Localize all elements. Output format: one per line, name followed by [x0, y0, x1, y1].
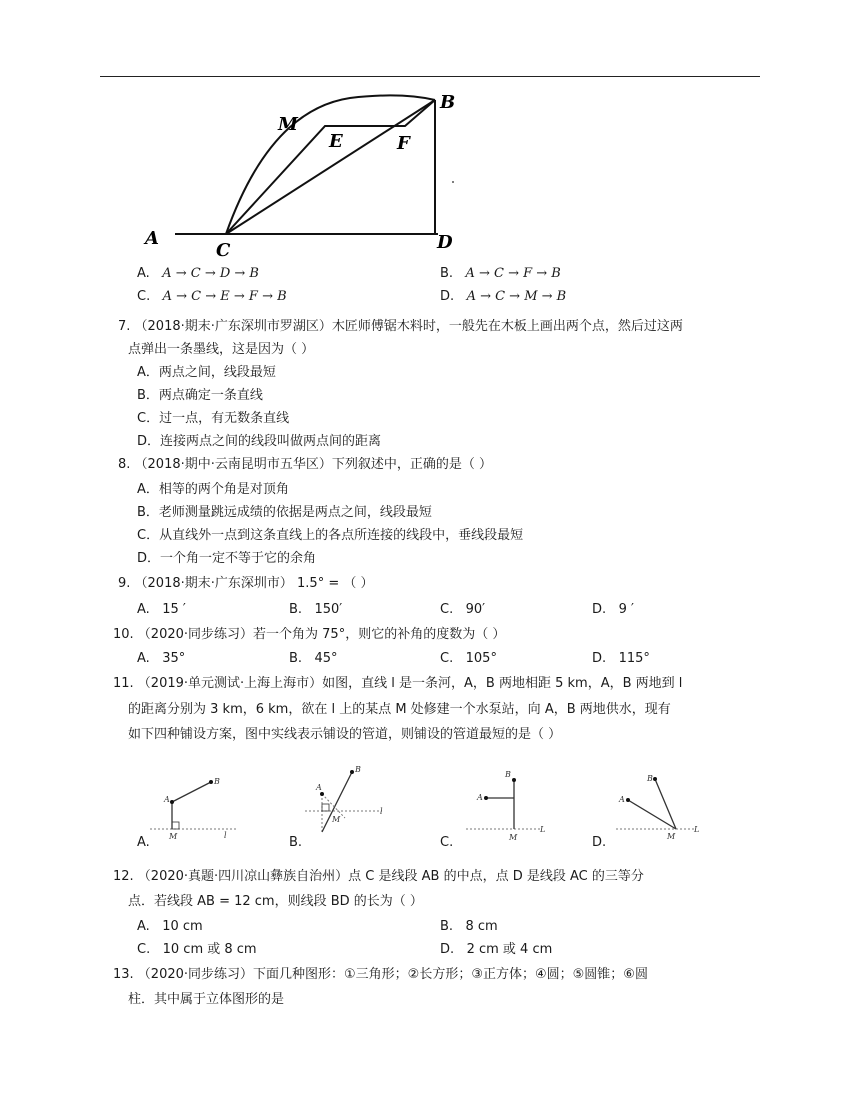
q10-option-b: B. 45°	[289, 651, 338, 666]
q7-option-c: C．过一点，有无数条直线	[137, 411, 290, 426]
q6-option-d: D. A → C → M → B	[440, 289, 567, 304]
q6-option-b: B. A → C → F → B	[440, 266, 561, 281]
q11-figure-c	[466, 770, 545, 842]
q11-stem-line1: 11. （2019·单元测试·上海上海市）如图，直线 l 是一条河，A，B 两地相距 5 km，A，B 两地到 l	[113, 676, 683, 691]
q11-d-label-b: B	[647, 774, 653, 783]
q11-b-label-a: A	[316, 783, 322, 792]
q8-option-c: C．从直线外一点到这条直线上的各点所连接的线段中，垂线段最短	[137, 528, 524, 543]
q11-figure-b	[305, 765, 383, 834]
q8-option-d: D．一个角一定不等于它的余角	[137, 551, 317, 566]
q6-option-a: A. A → C → D → B	[137, 266, 259, 281]
q9-option-b: B. 150′	[289, 602, 343, 617]
q11-b-label-m: M	[332, 815, 341, 824]
q10-option-d: D. 115°	[592, 651, 650, 666]
label-b: B	[440, 92, 456, 113]
label-m: M	[278, 114, 298, 135]
q7-option-d: D．连接两点之间的线段叫做两点间的距离	[137, 434, 382, 449]
q11-option-b: B.	[289, 835, 303, 850]
q11-a-label-a: A	[164, 795, 170, 804]
q7-stem-line2: 点弹出一条墨线，这是因为（ ）	[128, 342, 315, 357]
q6-option-c: C. A → C → E → F → B	[137, 289, 287, 304]
q12-option-a: A. 10 cm	[137, 919, 203, 934]
q8-stem: 8. （2018·期中·云南昆明市五华区）下列叙述中，正确的是（ ）	[118, 457, 493, 472]
q9-option-d: D. 9 ′	[592, 602, 634, 617]
q11-a-label-l: l	[224, 831, 227, 840]
q11-option-d: D.	[592, 835, 607, 850]
label-f: F	[397, 133, 410, 154]
q11-d-label-a: A	[619, 795, 625, 804]
q8-option-b: B．老师测量跳远成绩的依据是两点之间，线段最短	[137, 505, 432, 520]
q11-c-label-m: M	[509, 833, 518, 842]
q12-stem-line2: 点．若线段 AB = 12 cm，则线段 BD 的长为（ ）	[128, 894, 423, 909]
q11-b-label-l: l	[380, 807, 383, 816]
q7-option-a: A．两点之间，线段最短	[137, 365, 276, 380]
q11-d-label-m: M	[667, 832, 676, 841]
q10-option-c: C. 105°	[440, 651, 497, 666]
route-figure	[0, 0, 860, 270]
q13-stem-line1: 13. （2020·同步练习）下面几种图形：①三角形；②长方形；③正方体；④圆；⑤圆锥；⑥圆	[113, 967, 648, 982]
q11-figure-a	[150, 777, 238, 841]
q11-option-c: C.	[440, 835, 454, 850]
q11-d-label-l: L	[694, 825, 700, 834]
label-a: A	[145, 228, 159, 249]
q8-option-a: A．相等的两个角是对顶角	[137, 482, 289, 497]
q13-stem-line2: 柱．其中属于立体图形的是	[128, 992, 285, 1007]
q10-stem: 10. （2020·同步练习）若一个角为 75°，则它的补角的度数为（ ）	[113, 627, 506, 642]
q11-a-label-m: M	[169, 832, 178, 841]
q12-option-d: D. 2 cm 或 4 cm	[440, 942, 553, 957]
label-e: E	[329, 131, 343, 152]
q11-a-label-b: B	[214, 777, 220, 786]
q11-figure-d	[616, 774, 699, 841]
q11-c-label-l: L	[540, 825, 546, 834]
q7-stem-line1: 7. （2018·期末·广东深圳市罗湖区）木匠师傅锯木料时，一般先在木板上画出两个点，然后过这两	[118, 319, 683, 334]
q11-figures	[0, 760, 860, 860]
q11-b-label-b: B	[355, 765, 361, 774]
q9-option-a: A. 15 ′	[137, 602, 186, 617]
q11-stem-line2: 的距离分别为 3 km，6 km，欲在 l 上的某点 M 处修建一个水泵站，向 A，B 两地供水，现有	[128, 702, 671, 717]
q10-option-a: A. 35°	[137, 651, 186, 666]
q11-stem-line3: 如下四种铺设方案，图中实线表示铺设的管道，则铺设的管道最短的是（ ）	[128, 727, 562, 742]
q12-option-b: B. 8 cm	[440, 919, 498, 934]
label-c: C	[216, 240, 231, 261]
q9-option-c: C. 90′	[440, 602, 486, 617]
q12-stem-line1: 12. （2020·真题·四川凉山彝族自治州）点 C 是线段 AB 的中点，点 D 是线段 AC 的三等分	[113, 869, 644, 884]
q11-c-label-b: B	[505, 770, 511, 779]
q12-option-c: C. 10 cm 或 8 cm	[137, 942, 257, 957]
q9-stem: 9. （2018·期末·广东深圳市） 1.5° = （ ）	[118, 576, 374, 591]
q11-c-label-a: A	[477, 793, 483, 802]
label-d: D	[437, 232, 453, 253]
q7-option-b: B．两点确定一条直线	[137, 388, 263, 403]
q11-option-a: A.	[137, 835, 150, 850]
